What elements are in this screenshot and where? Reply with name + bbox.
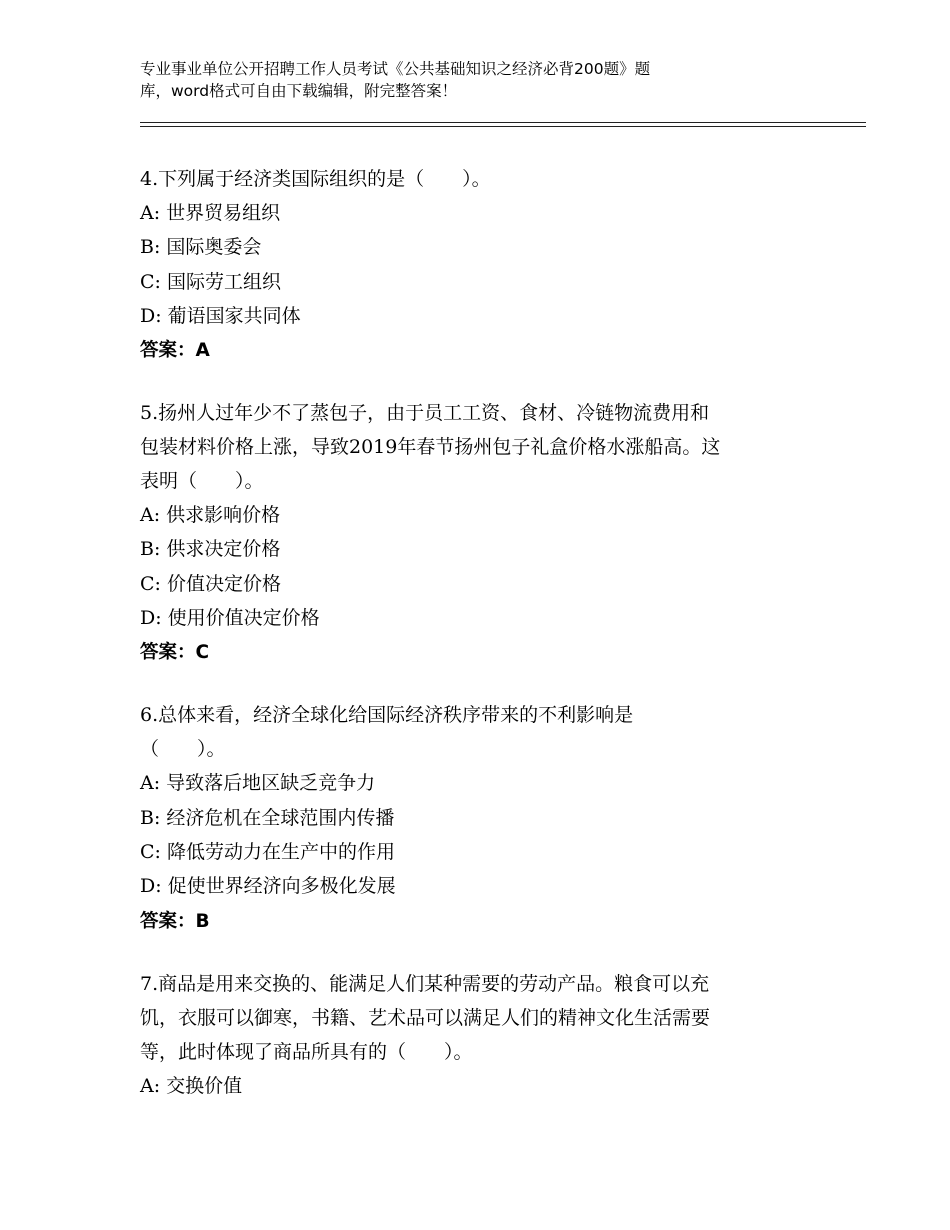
question-line: 5.扬州人过年少不了蒸包子，由于员工工资、食材、冷链物流费用和 [140, 402, 710, 425]
question-line: 6.总体来看，经济全球化给国际经济秩序带来的不利影响是 [140, 704, 634, 727]
option-b: B: 供求决定价格 [140, 538, 281, 561]
option-a: A: 供求影响价格 [140, 504, 281, 527]
header-line-2: 库，word格式可自由下载编辑，附完整答案！ [140, 82, 458, 100]
option-a: A: 导致落后地区缺乏竞争力 [140, 772, 376, 795]
question-line: （ ）。 [140, 738, 226, 761]
header-line-1: 专业事业单位公开招聘工作人员考试《公共基础知识之经济必背200题》题 [140, 60, 651, 78]
option-b: B: 国际奥委会 [140, 236, 262, 259]
option-a: A: 世界贸易组织 [140, 202, 281, 224]
question-7 [140, 967, 820, 1103]
option-a: A: 交换价值 [140, 1074, 243, 1097]
question-line: 表明（ ）。 [140, 470, 264, 493]
option-d: D: 葡语国家共同体 [140, 304, 301, 327]
option-c: C: 价值决定价格 [140, 572, 281, 595]
option-b: B: 经济危机在全球范围内传播 [140, 806, 395, 829]
option-d: D: 使用价值决定价格 [140, 607, 320, 630]
question-4 [140, 162, 820, 369]
option-c: C: 国际劳工组织 [140, 270, 281, 293]
question-text [140, 162, 820, 196]
answer-label: 答案：C [140, 642, 210, 664]
question-line: 等，此时体现了商品所具有的（ ）。 [140, 1040, 473, 1063]
answer-label: 答案：B [140, 910, 210, 932]
question-5 [140, 396, 820, 671]
question-text [140, 967, 820, 1069]
question-line: 包装材料价格上涨，导致2019年春节扬州包子礼盒价格水涨船高。这 [140, 436, 721, 459]
question-list [140, 162, 820, 1130]
question-line: 4.下列属于经济类国际组织的是（ ）。 [140, 168, 491, 190]
question-text [140, 396, 820, 498]
header-rule-bottom [140, 126, 866, 127]
question-line: 7.商品是用来交换的、能满足人们某种需要的劳动产品。粮食可以充 [140, 972, 710, 995]
document-header [140, 58, 800, 102]
option-c: C: 降低劳动力在生产中的作用 [140, 840, 395, 863]
question-line: 饥，衣服可以御寒，书籍、艺术品可以满足人们的精神文化生活需要 [140, 1006, 711, 1029]
question-text [140, 698, 820, 766]
header-rule-top [140, 122, 866, 123]
question-6 [140, 698, 820, 939]
answer-label: 答案：A [140, 340, 210, 362]
option-d: D: 促使世界经济向多极化发展 [140, 875, 396, 898]
